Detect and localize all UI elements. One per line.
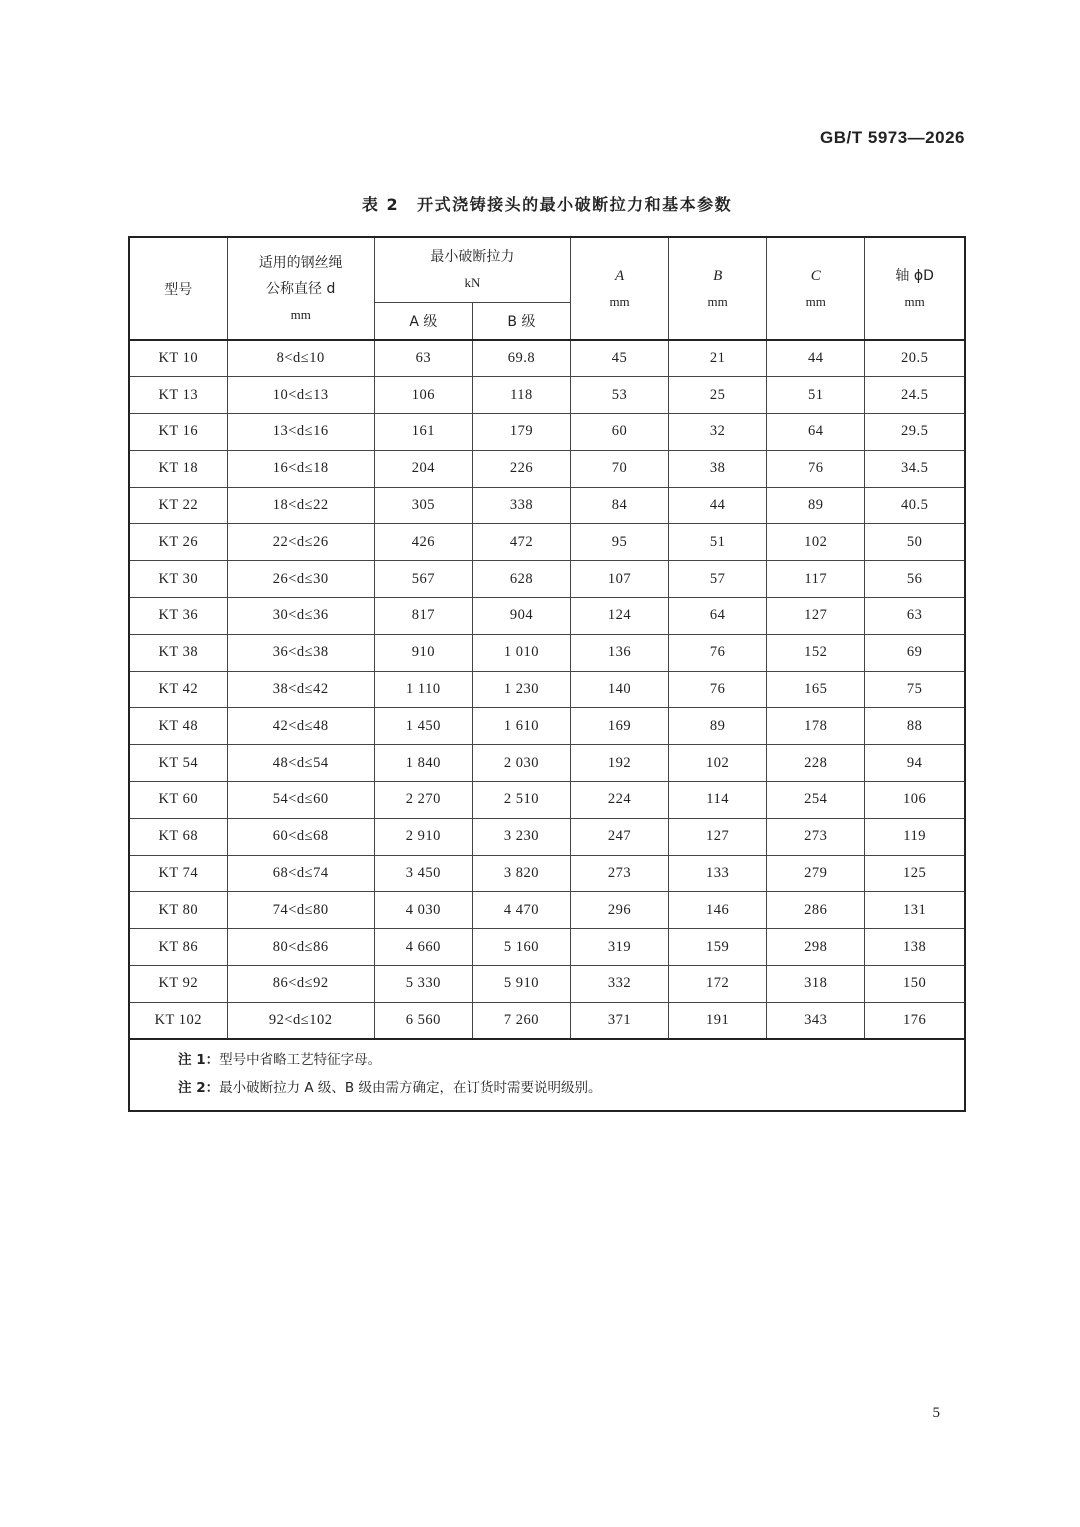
header-D-label: 轴 ϕD xyxy=(895,267,934,284)
cell-diameter-range: 74<d≤80 xyxy=(227,892,374,929)
cell-dim-c: 152 xyxy=(767,634,865,671)
table-row xyxy=(129,634,965,671)
header-B-label: B xyxy=(713,267,723,284)
cell-force-a: 63 xyxy=(374,340,472,377)
cell-model: KT 13 xyxy=(129,377,227,414)
table-body xyxy=(129,340,965,1039)
cell-model: KT 102 xyxy=(129,1002,227,1039)
header-A-label: A xyxy=(614,267,625,284)
cell-model: KT 16 xyxy=(129,414,227,451)
cell-diameter-range: 68<d≤74 xyxy=(227,855,374,892)
cell-dim-b: 38 xyxy=(669,450,767,487)
cell-dim-c: 279 xyxy=(767,855,865,892)
cell-dim-a: 95 xyxy=(571,524,669,561)
header-A xyxy=(571,237,669,340)
table-row xyxy=(129,377,965,414)
cell-diameter-range: 10<d≤13 xyxy=(227,377,374,414)
cell-dim-c: 343 xyxy=(767,1002,865,1039)
cell-dim-b: 21 xyxy=(669,340,767,377)
cell-model: KT 36 xyxy=(129,598,227,635)
cell-force-b: 4 470 xyxy=(472,892,570,929)
cell-force-b: 5 910 xyxy=(472,966,570,1003)
cell-force-b: 1 010 xyxy=(472,634,570,671)
table-row xyxy=(129,708,965,745)
cell-dim-d: 138 xyxy=(865,929,965,966)
cell-model: KT 30 xyxy=(129,561,227,598)
cell-force-a: 106 xyxy=(374,377,472,414)
cell-force-b: 1 610 xyxy=(472,708,570,745)
cell-dim-a: 296 xyxy=(571,892,669,929)
table-row xyxy=(129,1002,965,1039)
table-row xyxy=(129,414,965,451)
cell-force-a: 6 560 xyxy=(374,1002,472,1039)
cell-diameter-range: 92<d≤102 xyxy=(227,1002,374,1039)
cell-dim-d: 75 xyxy=(865,671,965,708)
cell-dim-d: 34.5 xyxy=(865,450,965,487)
table-row xyxy=(129,782,965,819)
cell-dim-c: 286 xyxy=(767,892,865,929)
table-row xyxy=(129,929,965,966)
cell-dim-b: 133 xyxy=(669,855,767,892)
cell-dim-a: 136 xyxy=(571,634,669,671)
cell-force-a: 4 660 xyxy=(374,929,472,966)
cell-dim-d: 94 xyxy=(865,745,965,782)
cell-model: KT 68 xyxy=(129,818,227,855)
cell-model: KT 18 xyxy=(129,450,227,487)
table-notes xyxy=(129,1039,965,1111)
cell-dim-a: 169 xyxy=(571,708,669,745)
cell-force-b: 69.8 xyxy=(472,340,570,377)
cell-dim-b: 127 xyxy=(669,818,767,855)
cell-force-b: 1 230 xyxy=(472,671,570,708)
cell-diameter-range: 22<d≤26 xyxy=(227,524,374,561)
cell-dim-a: 332 xyxy=(571,966,669,1003)
note-1 xyxy=(178,1046,964,1074)
header-C-unit: mm xyxy=(805,293,826,309)
header-grade-a: A 级 xyxy=(374,303,472,341)
cell-force-b: 2 030 xyxy=(472,745,570,782)
table-row xyxy=(129,340,965,377)
cell-dim-c: 298 xyxy=(767,929,865,966)
cell-dim-b: 25 xyxy=(669,377,767,414)
cell-dim-c: 254 xyxy=(767,782,865,819)
cell-model: KT 92 xyxy=(129,966,227,1003)
cell-diameter-range: 60<d≤68 xyxy=(227,818,374,855)
page-number: 5 xyxy=(932,1405,940,1421)
cell-force-a: 817 xyxy=(374,598,472,635)
header-diameter xyxy=(227,237,374,340)
cell-dim-d: 106 xyxy=(865,782,965,819)
header-breaking-force xyxy=(374,237,570,303)
cell-force-a: 1 110 xyxy=(374,671,472,708)
cell-force-b: 5 160 xyxy=(472,929,570,966)
cell-model: KT 48 xyxy=(129,708,227,745)
cell-force-b: 118 xyxy=(472,377,570,414)
cell-force-b: 2 510 xyxy=(472,782,570,819)
note-2 xyxy=(178,1074,964,1102)
cell-force-b: 472 xyxy=(472,524,570,561)
header-A-unit: mm xyxy=(609,293,630,309)
cell-dim-d: 56 xyxy=(865,561,965,598)
cell-force-a: 426 xyxy=(374,524,472,561)
cell-dim-c: 51 xyxy=(767,377,865,414)
cell-dim-a: 84 xyxy=(571,487,669,524)
cell-dim-d: 150 xyxy=(865,966,965,1003)
cell-model: KT 10 xyxy=(129,340,227,377)
cell-dim-c: 127 xyxy=(767,598,865,635)
cell-dim-a: 53 xyxy=(571,377,669,414)
header-D xyxy=(865,237,965,340)
cell-dim-d: 40.5 xyxy=(865,487,965,524)
cell-dim-d: 131 xyxy=(865,892,965,929)
header-C xyxy=(767,237,865,340)
cell-dim-b: 76 xyxy=(669,634,767,671)
cell-force-b: 179 xyxy=(472,414,570,451)
cell-dim-d: 119 xyxy=(865,818,965,855)
cell-dim-d: 63 xyxy=(865,598,965,635)
table-title-text: 开式浇铸接头的最小破断拉力和基本参数 xyxy=(417,195,733,214)
cell-dim-c: 117 xyxy=(767,561,865,598)
note-2-label: 注 2： xyxy=(178,1080,220,1097)
table-row xyxy=(129,487,965,524)
standard-code: GB/T 5973—2026 xyxy=(820,128,965,147)
cell-model: KT 60 xyxy=(129,782,227,819)
header-grade-b: B 级 xyxy=(472,303,570,341)
header-diameter-line1: 适用的钢丝绳 xyxy=(258,254,343,271)
cell-diameter-range: 54<d≤60 xyxy=(227,782,374,819)
cell-dim-b: 114 xyxy=(669,782,767,819)
note-2-text: 最小破断拉力 A 级、B 级由需方确定，在订货时需要说明级别。 xyxy=(219,1080,602,1097)
cell-model: KT 54 xyxy=(129,745,227,782)
cell-dim-a: 192 xyxy=(571,745,669,782)
cell-force-a: 567 xyxy=(374,561,472,598)
cell-force-a: 161 xyxy=(374,414,472,451)
cell-dim-a: 319 xyxy=(571,929,669,966)
cell-dim-a: 371 xyxy=(571,1002,669,1039)
cell-diameter-range: 13<d≤16 xyxy=(227,414,374,451)
cell-force-a: 910 xyxy=(374,634,472,671)
table-row xyxy=(129,745,965,782)
cell-force-b: 3 230 xyxy=(472,818,570,855)
header-diameter-unit: mm xyxy=(290,306,311,322)
table-row xyxy=(129,818,965,855)
cell-dim-b: 172 xyxy=(669,966,767,1003)
header-force-label: 最小破断拉力 xyxy=(430,249,515,265)
cell-diameter-range: 42<d≤48 xyxy=(227,708,374,745)
table-row xyxy=(129,966,965,1003)
parameters-table xyxy=(128,236,966,1112)
cell-dim-b: 159 xyxy=(669,929,767,966)
cell-force-a: 3 450 xyxy=(374,855,472,892)
cell-diameter-range: 26<d≤30 xyxy=(227,561,374,598)
cell-diameter-range: 38<d≤42 xyxy=(227,671,374,708)
cell-force-a: 2 910 xyxy=(374,818,472,855)
cell-diameter-range: 30<d≤36 xyxy=(227,598,374,635)
cell-dim-c: 165 xyxy=(767,671,865,708)
header-model: 型号 xyxy=(129,237,227,340)
cell-dim-b: 146 xyxy=(669,892,767,929)
header-force-unit: kN xyxy=(464,275,481,290)
cell-dim-d: 24.5 xyxy=(865,377,965,414)
header-diameter-line2: 公称直径 d xyxy=(266,280,336,297)
cell-dim-c: 178 xyxy=(767,708,865,745)
cell-dim-b: 57 xyxy=(669,561,767,598)
header-B xyxy=(669,237,767,340)
cell-model: KT 22 xyxy=(129,487,227,524)
cell-model: KT 74 xyxy=(129,855,227,892)
cell-model: KT 42 xyxy=(129,671,227,708)
cell-dim-a: 107 xyxy=(571,561,669,598)
table-row xyxy=(129,598,965,635)
cell-dim-a: 273 xyxy=(571,855,669,892)
cell-force-a: 1 450 xyxy=(374,708,472,745)
cell-dim-a: 70 xyxy=(571,450,669,487)
cell-diameter-range: 16<d≤18 xyxy=(227,450,374,487)
table-row xyxy=(129,561,965,598)
cell-force-a: 4 030 xyxy=(374,892,472,929)
cell-dim-a: 140 xyxy=(571,671,669,708)
header-D-unit: mm xyxy=(904,293,925,309)
table-row xyxy=(129,855,965,892)
cell-dim-a: 45 xyxy=(571,340,669,377)
cell-dim-d: 88 xyxy=(865,708,965,745)
cell-dim-c: 64 xyxy=(767,414,865,451)
cell-dim-b: 51 xyxy=(669,524,767,561)
table-row xyxy=(129,524,965,561)
cell-dim-c: 273 xyxy=(767,818,865,855)
cell-diameter-range: 86<d≤92 xyxy=(227,966,374,1003)
cell-dim-d: 29.5 xyxy=(865,414,965,451)
cell-force-b: 628 xyxy=(472,561,570,598)
cell-dim-b: 32 xyxy=(669,414,767,451)
header-B-unit: mm xyxy=(707,293,728,309)
cell-model: KT 26 xyxy=(129,524,227,561)
cell-dim-c: 76 xyxy=(767,450,865,487)
cell-diameter-range: 18<d≤22 xyxy=(227,487,374,524)
cell-diameter-range: 80<d≤86 xyxy=(227,929,374,966)
cell-force-b: 904 xyxy=(472,598,570,635)
cell-force-b: 3 820 xyxy=(472,855,570,892)
cell-diameter-range: 48<d≤54 xyxy=(227,745,374,782)
cell-force-a: 5 330 xyxy=(374,966,472,1003)
cell-dim-d: 125 xyxy=(865,855,965,892)
cell-dim-b: 64 xyxy=(669,598,767,635)
table-row xyxy=(129,450,965,487)
cell-model: KT 80 xyxy=(129,892,227,929)
cell-dim-c: 318 xyxy=(767,966,865,1003)
cell-dim-a: 224 xyxy=(571,782,669,819)
table-number: 表 2 xyxy=(361,195,400,214)
cell-dim-a: 60 xyxy=(571,414,669,451)
note-1-label: 注 1： xyxy=(178,1052,220,1069)
cell-diameter-range: 8<d≤10 xyxy=(227,340,374,377)
cell-dim-c: 228 xyxy=(767,745,865,782)
cell-dim-b: 89 xyxy=(669,708,767,745)
table-row xyxy=(129,671,965,708)
cell-force-a: 204 xyxy=(374,450,472,487)
cell-dim-c: 44 xyxy=(767,340,865,377)
cell-force-b: 338 xyxy=(472,487,570,524)
cell-diameter-range: 36<d≤38 xyxy=(227,634,374,671)
table-title xyxy=(0,192,1080,215)
cell-dim-c: 102 xyxy=(767,524,865,561)
table-row xyxy=(129,892,965,929)
cell-dim-d: 50 xyxy=(865,524,965,561)
cell-force-a: 2 270 xyxy=(374,782,472,819)
header-C-label: C xyxy=(810,267,821,284)
cell-model: KT 86 xyxy=(129,929,227,966)
cell-dim-b: 44 xyxy=(669,487,767,524)
cell-force-b: 226 xyxy=(472,450,570,487)
cell-force-a: 1 840 xyxy=(374,745,472,782)
note-1-text: 型号中省略工艺特征字母。 xyxy=(219,1052,382,1069)
cell-dim-d: 69 xyxy=(865,634,965,671)
cell-force-b: 7 260 xyxy=(472,1002,570,1039)
cell-dim-b: 102 xyxy=(669,745,767,782)
cell-force-a: 305 xyxy=(374,487,472,524)
cell-dim-d: 176 xyxy=(865,1002,965,1039)
cell-dim-c: 89 xyxy=(767,487,865,524)
cell-dim-d: 20.5 xyxy=(865,340,965,377)
cell-dim-a: 124 xyxy=(571,598,669,635)
cell-dim-a: 247 xyxy=(571,818,669,855)
cell-dim-b: 76 xyxy=(669,671,767,708)
cell-model: KT 38 xyxy=(129,634,227,671)
cell-dim-b: 191 xyxy=(669,1002,767,1039)
